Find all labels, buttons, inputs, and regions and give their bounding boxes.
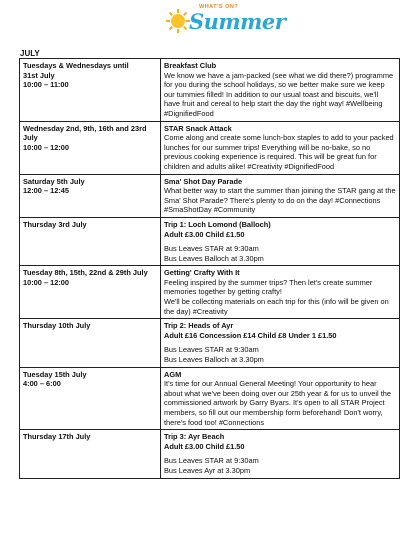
event-details-cell: [161, 121, 400, 174]
event-details-cell: [161, 59, 400, 122]
event-title: Trip 2: Heads of Ayr: [164, 321, 234, 331]
schedule-row: [20, 174, 400, 217]
event-details-cell: [161, 174, 400, 217]
event-when-cell: [20, 59, 161, 122]
event-details-cell: [161, 217, 400, 265]
event-date-time: Thursday 17th July: [23, 432, 91, 442]
event-title: Trip 3: Ayr Beach: [164, 432, 225, 442]
event-date-time: 10:00 – 12:00: [23, 142, 70, 152]
event-date-time: Thursday 3rd July: [23, 219, 87, 229]
event-title: Getting' Crafty With It: [164, 268, 240, 278]
schedule-row: [20, 217, 400, 265]
event-when-cell: [20, 367, 161, 430]
event-title: Trip 1: Loch Lomond (Balloch): [164, 219, 271, 229]
event-prices: Adult £3.00 Child £1.50: [164, 441, 245, 451]
event-when-cell: [20, 430, 161, 478]
schedule-row: [20, 266, 400, 319]
event-description: Come along and create some lunch-box staples to add to your packed lunches for our summer trips! Everything will be no-bake, so no previous cooking experience is required. This will be great fun for children and adults alike! #Creativity #DignifiedFood: [164, 133, 394, 171]
event-date-time: Tuesday 8th, 15th, 22nd & 29th July: [23, 268, 148, 278]
event-date-time: Tuesdays & Wednesdays until: [23, 61, 129, 70]
event-when-cell: [20, 121, 161, 174]
event-title: Breakfast Club: [164, 61, 217, 70]
schedule-row: [20, 59, 400, 122]
event-date-time: 4:00 – 6:00: [23, 379, 61, 389]
event-description: Bus Leaves STAR at 9:30am: [164, 244, 259, 254]
event-description: Bus Leaves Balloch at 3.30pm: [164, 355, 264, 365]
event-details-cell: [161, 319, 400, 367]
event-date-time: 10:00 – 12:00: [23, 277, 70, 287]
event-description: What better way to start the summer than joining the STAR gang at the Sma' Shot Parade? There's plenty to do on the day! #Connections #SmaShotDay #Community: [164, 186, 396, 215]
event-prices: Adult £3.00 Child £1.50: [164, 229, 245, 239]
event-date-time: 31st July: [23, 70, 55, 80]
schedule-row: [20, 430, 400, 478]
event-date-time: 12:00 – 12:45: [23, 186, 70, 196]
event-prices: Adult £16 Concession £14 Child £8 Under 1 £1.50: [164, 330, 337, 340]
event-description: It's time for our Annual General Meeting! Your opportunity to hear about what we've been doing over our 25th year & for us to unveil the commissioned artwork by Garry Byars. It's open to all STAR Project members, so fill out our membership form beforehand! Don't worry, there's food too! #Connections: [164, 379, 391, 427]
event-date-time: Saturday 5th July: [23, 176, 85, 186]
logo-wordmark: Summer: [189, 9, 286, 34]
event-title: Sma' Shot Day Parade: [164, 176, 243, 186]
event-when-cell: [20, 174, 161, 217]
event-description: Bus Leaves Ayr at 3.30pm: [164, 465, 251, 475]
logo-tagline: WHAT'S ON?: [199, 4, 239, 10]
event-title: AGM: [164, 369, 182, 379]
schedule-row: [20, 319, 400, 367]
schedule-row: [20, 367, 400, 430]
event-title: STAR Snack Attack: [164, 123, 232, 133]
event-when-cell: [20, 319, 161, 367]
event-description: Bus Leaves STAR at 9:30am: [164, 345, 259, 355]
event-date-time: 10:00 – 11:00: [23, 80, 69, 90]
event-when-cell: [20, 217, 161, 265]
event-description: Bus Leaves STAR at 9:30am: [164, 456, 259, 466]
sun-icon: [165, 8, 191, 34]
schedule-table: [19, 58, 400, 479]
month-heading: JULY: [20, 49, 40, 58]
event-date-time: Thursday 10th July: [23, 321, 91, 331]
event-details-cell: [161, 266, 400, 319]
schedule-row: [20, 121, 400, 174]
event-date-time: Tuesday 15th July: [23, 369, 87, 379]
event-description: We know we have a jam-packed (see what we did there?) programme for you during the school holidays, so we better make sure we keep our tummies filled! In addition to our usual toast and biscuits, we'll have fruit and cereal to help start the day the right way! #Wellbeing #DignifiedFood: [164, 70, 394, 118]
event-description: Feeling inspired by the summer trips? Then let's create summer memories together by getting crafty!: [164, 277, 373, 297]
event-date-time: Wednesday 2nd, 9th, 16th and 23rd July: [23, 123, 147, 143]
whats-on-summer-logo: [155, 4, 286, 42]
event-details-cell: [161, 367, 400, 430]
event-when-cell: [20, 266, 161, 319]
event-description: Bus Leaves Balloch at 3.30pm: [164, 253, 264, 263]
event-details-cell: [161, 430, 400, 478]
event-description: We'll be collecting materials on each trip for this (info will be given on the day) #Creativity: [164, 297, 389, 316]
